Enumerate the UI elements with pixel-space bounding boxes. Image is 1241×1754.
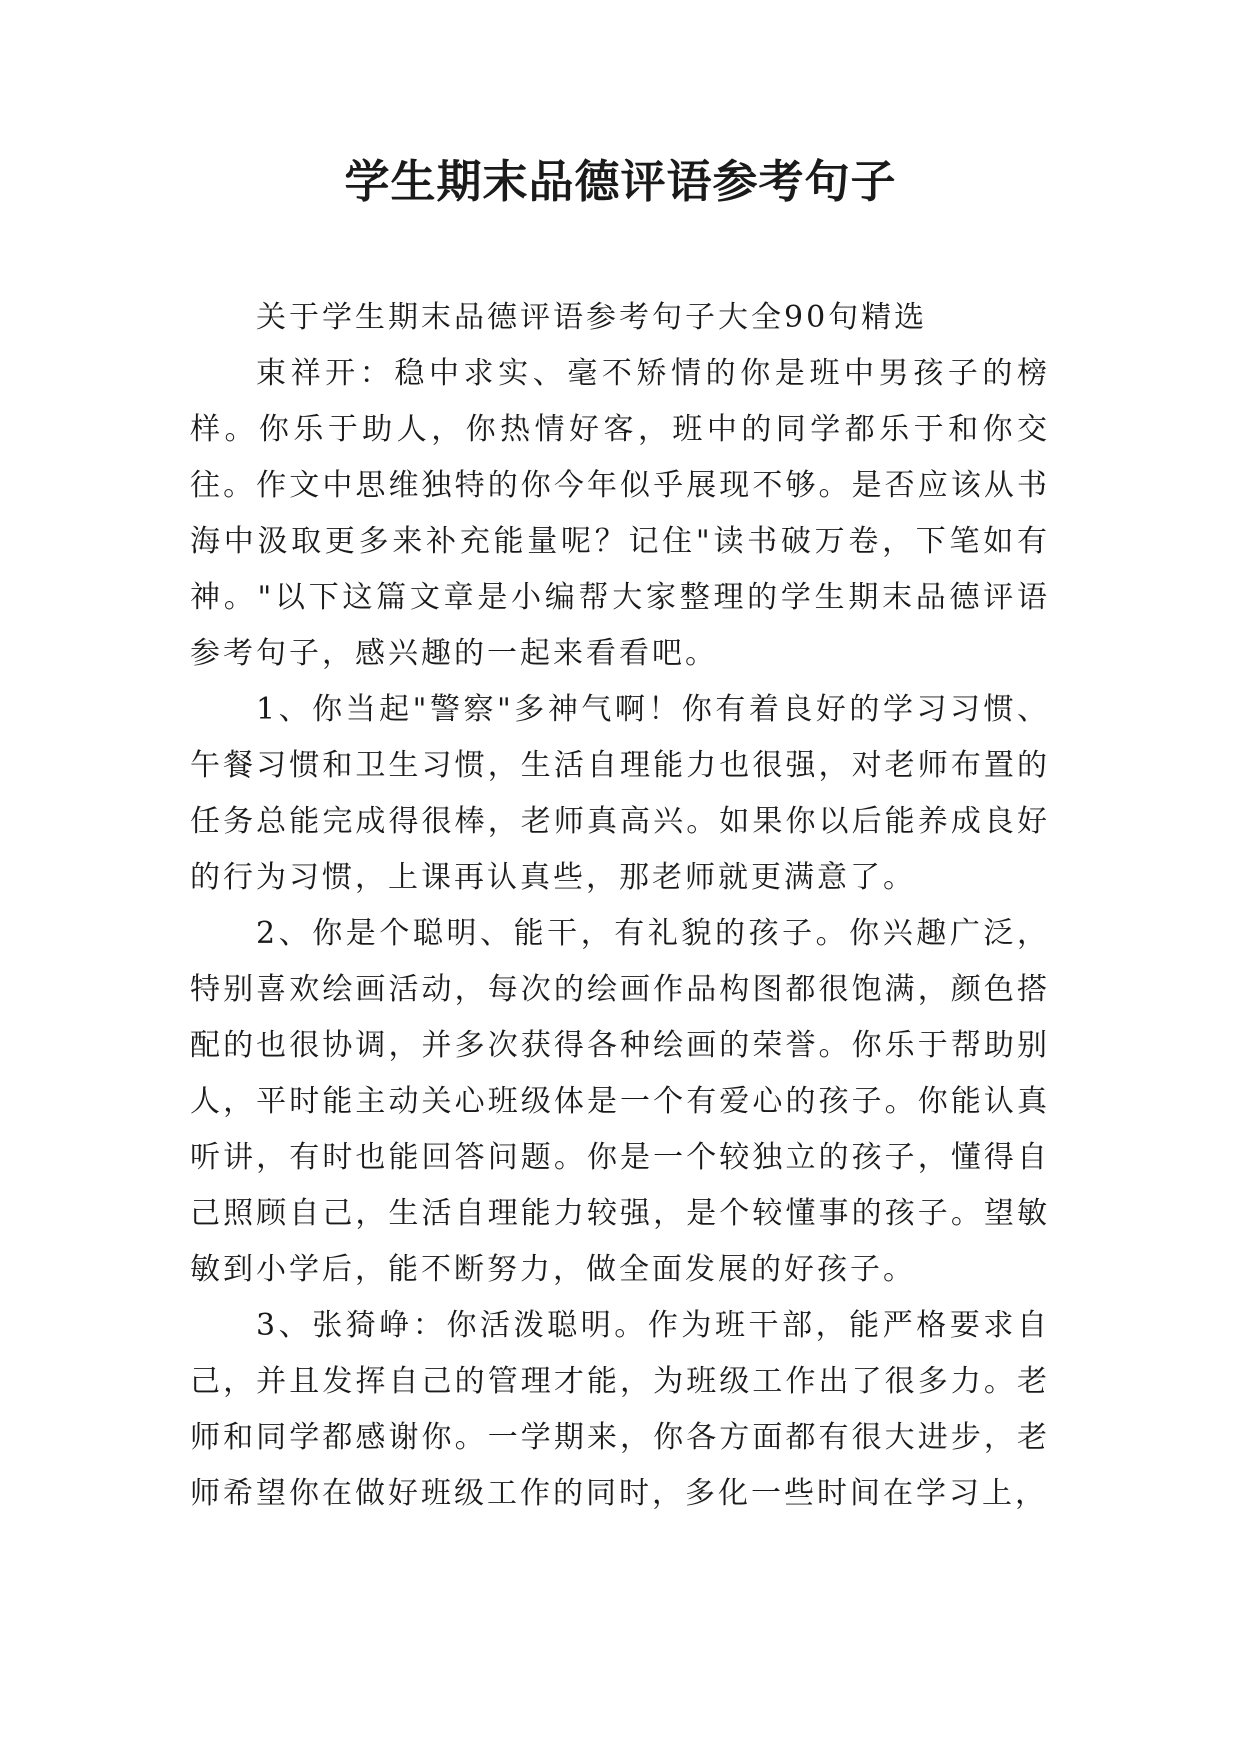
paragraph-item-3: 3、张猗峥：你活泼聪明。作为班干部，能严格要求自己，并且发挥自己的管理才能，为班级工作出了很多力。老师和同学都感谢你。一学期来，你各方面都有很大进步，老师希望你在做好班级工作的同时，多化一些时间在学习上， [190, 1308, 1050, 1511]
paragraph-item-2: 2、你是个聪明、能干，有礼貌的孩子。你兴趣广泛，特别喜欢绘画活动，每次的绘画作品构图都很饱满，颜色搭配的也很协调，并多次获得各种绘画的荣誉。你乐于帮助别人，平时能主动关心班级体是一个有爱心的孩子。你能认真听讲，有时也能回答问题。你是一个较独立的孩子，懂得自己照顾自己，生活自理能力较强，是个较懂事的孩子。望敏敏到小学后，能不断努力，做全面发展的好孩子。 [190, 916, 1050, 1287]
paragraph-item-1: 1、你当起"警察"多神气啊！你有着良好的学习习惯、午餐习惯和卫生习惯，生活自理能力也很强，对老师布置的任务总能完成得很棒，老师真高兴。如果你以后能养成良好的行为习惯，上课再认真些，那老师就更满意了。 [190, 692, 1050, 895]
intro-line: 关于学生期末品德评语参考句子大全90句精选 [256, 300, 928, 335]
document-body [190, 290, 1050, 1522]
document-title: 学生期末品德评语参考句子 [344, 155, 897, 208]
paragraph-preface: 束祥开：稳中求实、毫不矫情的你是班中男孩子的榜样。你乐于助人，你热情好客，班中的同学都乐于和你交往。作文中思维独特的你今年似乎展现不够。是否应该从书海中汲取更多来补充能量呢？记住"读书破万卷，下笔如有神。"以下这篇文章是小编帮大家整理的学生期末品德评语参考句子，感兴趣的一起来看看吧。 [190, 356, 1050, 671]
